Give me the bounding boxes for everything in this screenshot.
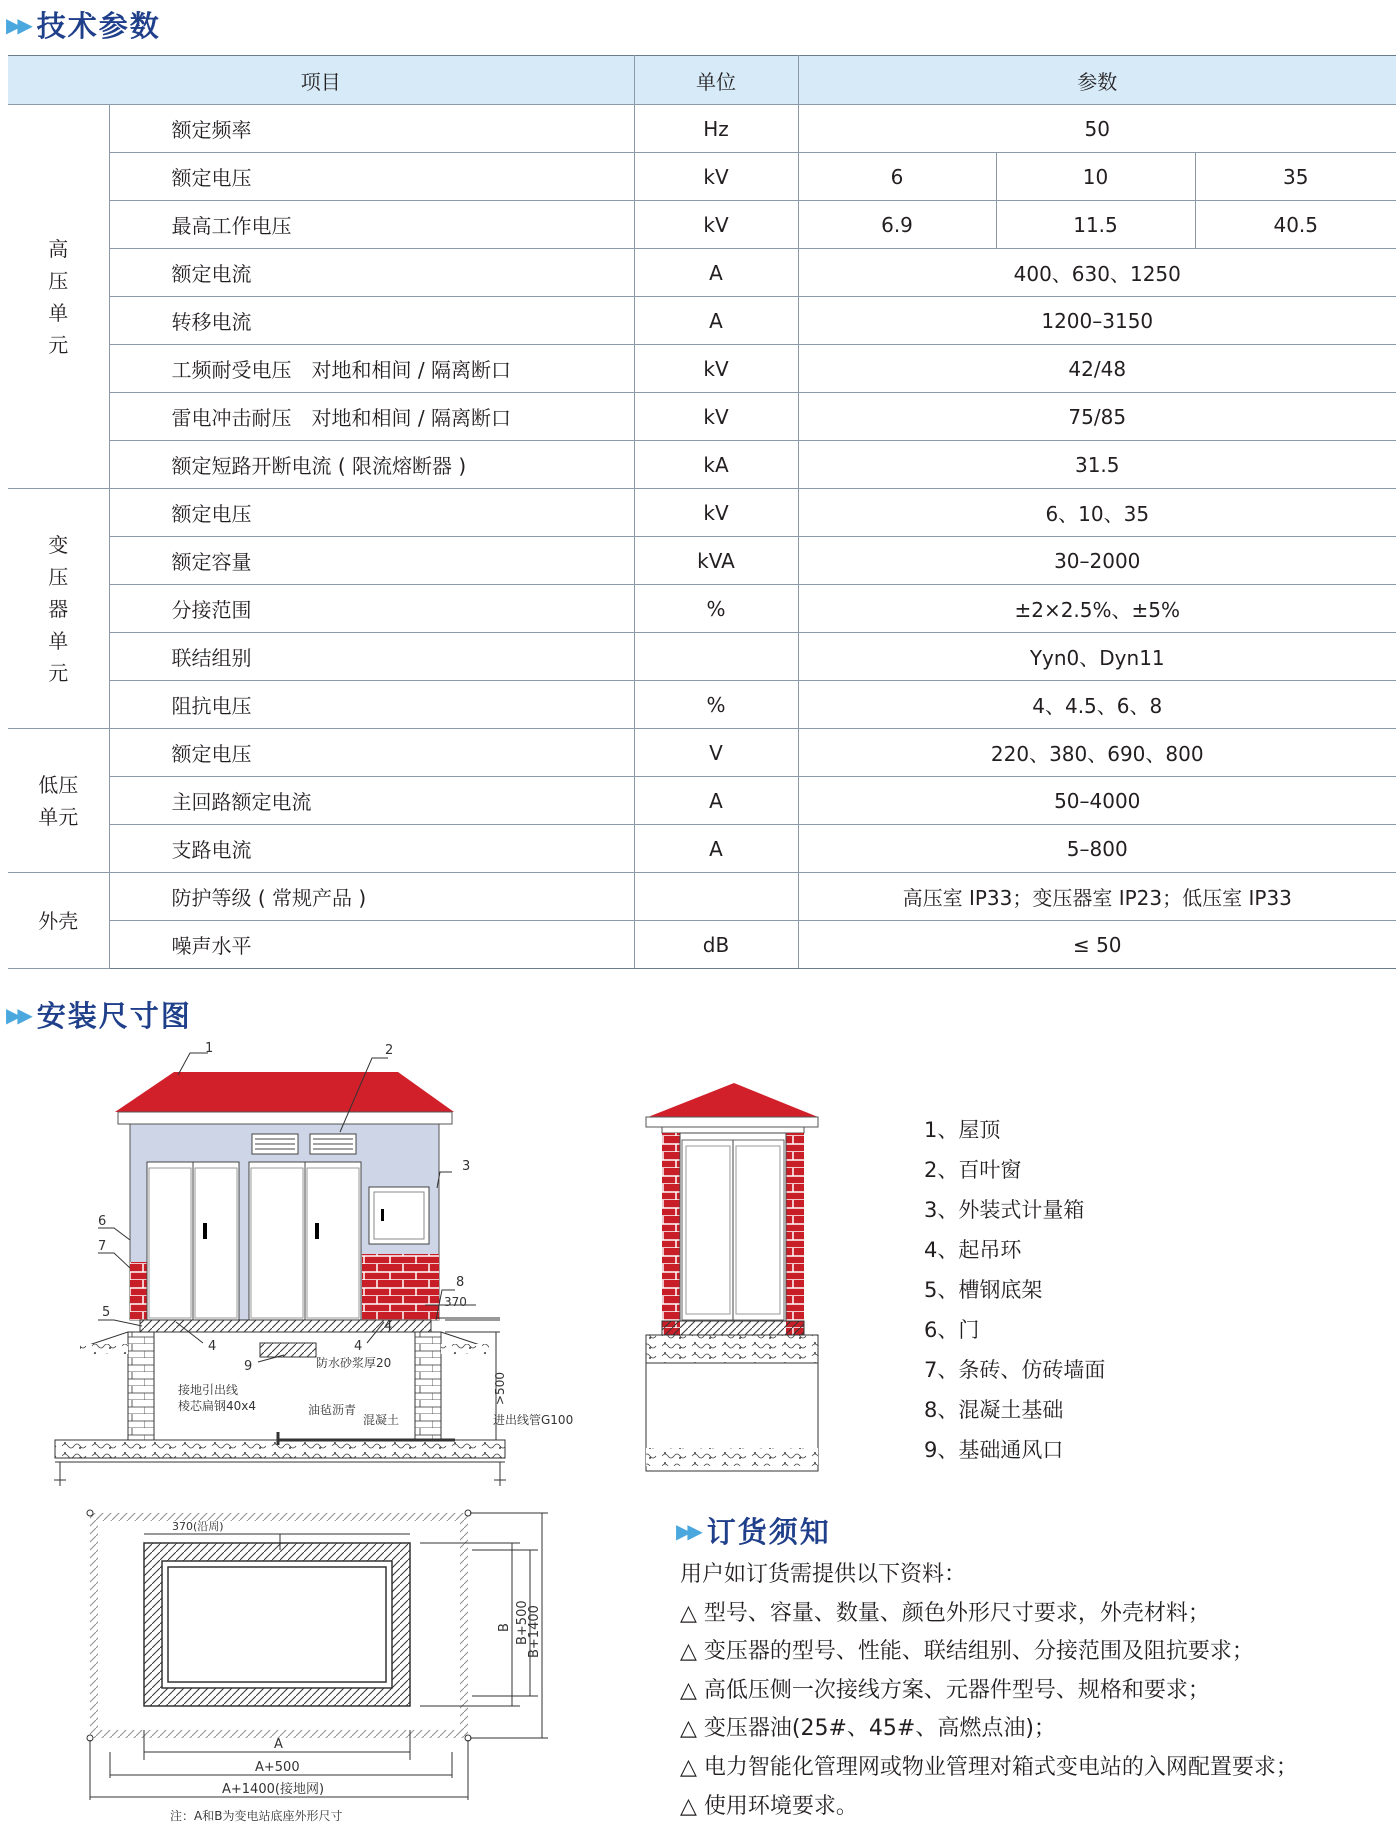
value-cell: 50–4000 [798,777,1396,825]
order-item: △ 电力智能化管理网或物业管理对箱式变电站的入网配置要求； [680,1754,1298,1780]
item-cell: 额定电压 [109,153,634,201]
item-cell: 转移电流 [109,297,634,345]
value-cell: ±2×2.5%、±5% [798,585,1396,633]
callout-4b: 4 [354,1339,363,1354]
component-legend [924,1110,1105,1470]
callout-1: 1 [205,1041,214,1056]
legend-item: 9、基础通风口 [924,1438,1064,1462]
label-B: B [497,1623,512,1632]
value-cell: 1200–3150 [798,297,1396,345]
value-cell: 30–2000 [798,537,1396,585]
item-cell: 雷电冲击耐压 对地和相间 / 隔离断口 [109,393,634,441]
unit-cell: kV [634,153,798,201]
unit-cell: V [634,729,798,777]
value-cell: 4、4.5、6、8 [798,681,1396,729]
unit-cell: Hz [634,105,798,153]
unit-cell: A [634,297,798,345]
brick-right [362,1254,439,1320]
item-cell: 额定短路开断电流 ( 限流熔断器 ) [109,441,634,489]
value-cell: 5–800 [798,825,1396,873]
order-item: △ 使用环境要求。 [680,1793,858,1819]
label-ground-lead: 接地引出线 [178,1383,239,1397]
value-cell: Yyn0、Dyn11 [798,633,1396,681]
value-cell: 220、380、690、800 [798,729,1396,777]
unit-cell: kV [634,393,798,441]
order-item: △ 变压器油(25#、45#、高燃点油)； [680,1716,1056,1742]
double-arrow-icon: ▶▶ [6,1002,29,1027]
label-pipe: 进出线管G100 [493,1413,574,1427]
item-cell: 噪声水平 [109,921,634,969]
header-param: 参数 [798,56,1396,105]
unit-cell: A [634,825,798,873]
order-notes [680,1556,1298,1826]
callout-4a: 4 [208,1339,217,1354]
label-370: 370 [444,1295,467,1309]
label-core-steel: 棱芯扁钢40x4 [178,1399,257,1413]
callout-4c: 4 [384,1319,393,1334]
value-cell: 35 [1195,153,1396,201]
legend-item: 8、混凝土基础 [924,1398,1064,1422]
value-cell: 6 [798,153,996,201]
value-cell: 10 [996,153,1195,201]
ground-layer [55,1440,505,1458]
label-A500: A+500 [255,1760,300,1775]
item-cell: 额定电压 [109,729,634,777]
value-cell: 11.5 [996,201,1195,249]
vent-opening [260,1343,316,1357]
item-cell: 阻抗电压 [109,681,634,729]
double-arrow-icon: ▶▶ [676,1518,699,1543]
brick-left [130,1262,147,1320]
item-cell: 额定容量 [109,537,634,585]
value-cell: 42/48 [798,345,1396,393]
item-cell: 额定频率 [109,105,634,153]
diagram-note: 注：A和B为变电站底座外形尺寸 [170,1809,343,1823]
unit-cell: kA [634,441,798,489]
callout-6: 6 [98,1214,107,1229]
unit-cell: % [634,681,798,729]
unit-cell: A [634,249,798,297]
label-perimeter: 370(沿周) [172,1520,224,1533]
value-cell: 400、630、1250 [798,249,1396,297]
item-cell: 工频耐受电压 对地和相间 / 隔离断口 [109,345,634,393]
order-intro: 用户如订货需提供以下资料： [680,1562,967,1587]
label-gt500: >500 [493,1372,507,1405]
plan-view [87,1510,548,1800]
legend-item: 3、外装式计量箱 [924,1198,1085,1222]
legend-item: 5、槽钢底架 [924,1278,1043,1302]
value-cell: 高压室 IP33；变压器室 IP23；低压室 IP33 [798,873,1396,921]
double-arrow-icon: ▶▶ [6,12,29,37]
side-elevation [646,1083,818,1471]
section-title-tech: ▶▶ 技术参数 [6,9,161,43]
roof-eave [118,1112,452,1124]
label-A: A [274,1737,283,1752]
order-item: △ 变压器的型号、性能、联结组别、分接范围及阻抗要求； [680,1639,1254,1665]
callout-3: 3 [462,1159,471,1174]
group-cell: 低压 单元 [8,729,109,873]
roof-shape [115,1072,454,1112]
unit-cell: A [634,777,798,825]
callout-2: 2 [385,1043,394,1058]
item-cell: 额定电压 [109,489,634,537]
callout-5: 5 [102,1305,111,1320]
item-cell: 额定电流 [109,249,634,297]
item-cell: 支路电流 [109,825,634,873]
callout-9: 9 [244,1359,253,1374]
value-cell: ≤ 50 [798,921,1396,969]
section-title-order: ▶▶ 订货须知 [676,1515,831,1549]
front-elevation [54,1053,506,1486]
unit-cell: kV [634,201,798,249]
order-item: △ 型号、容量、数量、颜色外形尺寸要求，外壳材料； [680,1600,1210,1626]
value-cell: 31.5 [798,441,1396,489]
value-cell: 6、10、35 [798,489,1396,537]
legend-item: 6、门 [924,1318,980,1342]
meter-box [369,1187,429,1244]
legend-item: 2、百叶窗 [924,1158,1022,1182]
item-cell: 最高工作电压 [109,201,634,249]
value-cell: 50 [798,105,1396,153]
unit-cell: kV [634,345,798,393]
header-item: 项目 [8,56,634,105]
value-cell: 75/85 [798,393,1396,441]
callout-7: 7 [98,1239,107,1254]
unit-cell: dB [634,921,798,969]
item-cell: 分接范围 [109,585,634,633]
item-cell: 联结组别 [109,633,634,681]
legend-item: 1、屋顶 [924,1118,1001,1142]
unit-cell: % [634,585,798,633]
legend-item: 7、条砖、仿砖墙面 [924,1358,1106,1382]
header-unit: 单位 [634,56,798,105]
label-B1400: B+1400 [527,1605,542,1658]
unit-cell: kVA [634,537,798,585]
label-asphalt: 油毡沥青 [308,1403,357,1417]
label-B500: B+500 [515,1600,530,1645]
section-title-install: ▶▶ 安装尺寸图 [6,999,192,1033]
item-cell: 防护等级 ( 常规产品 ) [109,873,634,921]
value-cell: 6.9 [798,201,996,249]
group-cell: 外壳 [8,873,109,969]
label-concrete: 混凝土 [363,1413,400,1427]
group-cell: 变 压 器 单 元 [8,489,109,729]
item-cell: 主回路额定电流 [109,777,634,825]
value-cell: 40.5 [1195,201,1396,249]
callout-8: 8 [456,1275,465,1290]
order-item: △ 高低压侧一次接线方案、元器件型号、规格和要求； [680,1677,1210,1703]
unit-cell: kV [634,489,798,537]
label-waterproof: 防水砂浆厚20 [316,1356,392,1370]
label-A1400: A+1400(接地网) [222,1782,325,1797]
legend-item: 4、起吊环 [924,1238,1022,1262]
group-cell: 高 压 单 元 [8,105,109,489]
